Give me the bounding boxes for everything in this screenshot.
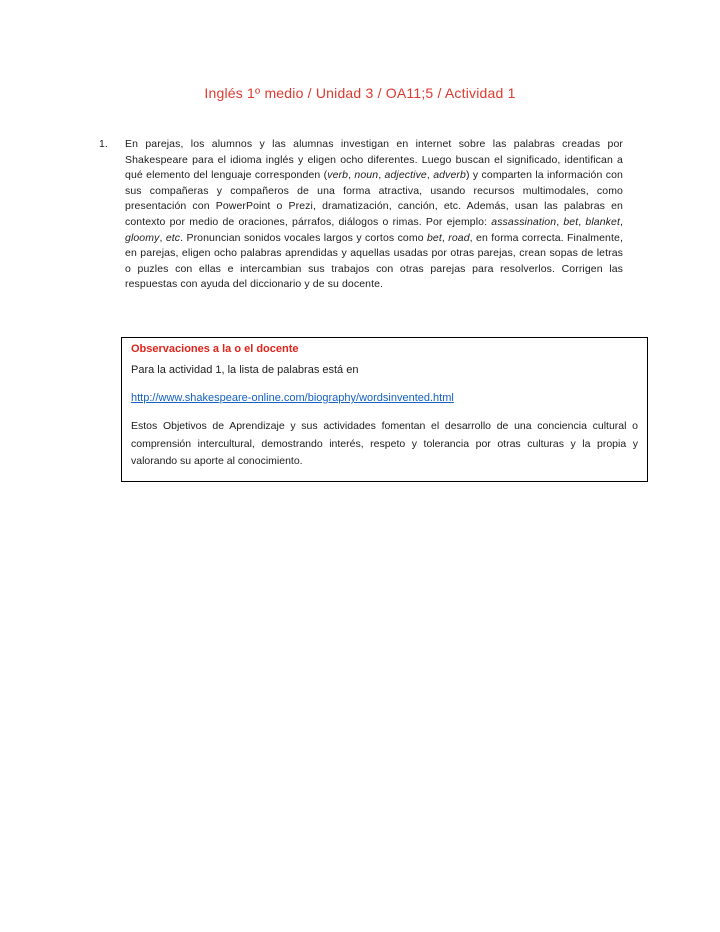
note-box-body: Estos Objetivos de Aprendizaje y sus actividades fomentan el desarrollo de una conciencia cultural o comprensión intercultural, demostrando interés, respeto y tolerancia por otras culturas y la propia y valorando su aporte al conocimiento. — [131, 420, 638, 467]
note-box-intro: Para la actividad 1, la lista de palabras está en — [131, 364, 359, 376]
activity-paragraph: En parejas, los alumnos y las alumnas investigan en internet sobre las palabras creadas por Shakespeare para el idioma inglés y eligen ocho diferentes. Luego buscan el significado, identifican a qué elemento del lenguaje corresponden (verb, noun, adjective, adverb) y comparten la información con sus compañeras y compañeros de una forma atractiva, usando recursos multimodales, como presentación con PowerPoint o Prezi, dramatización, canción, etc. Además, usan las palabras en contexto por medio de oraciones, párrafos, diálogos o rimas. Por ejemplo: assassination, bet, blanket, gloomy, etc. Pronuncian sonidos vocales largos y cortos como bet, road, en forma correcta. Finalmente, en parejas, eligen ocho palabras aprendidas y aquellas usadas por otras parejas, crean sopas de letras o puzles con ellas e intercambian sus trabajos con otras parejas para resolverlos. Corrigen las respuestas con ayuda del diccionario y de su docente. — [125, 138, 623, 291]
teacher-note-box — [121, 337, 648, 482]
shakespeare-words-link[interactable]: http://www.shakespeare-online.com/biography/wordsinvented.html — [131, 392, 454, 404]
note-link-line — [131, 388, 638, 406]
activity-number: 1. — [99, 138, 108, 150]
page-title: Inglés 1º medio / Unidad 3 / OA11;5 / Actividad 1 — [204, 85, 516, 101]
activity-item — [99, 137, 623, 293]
note-box-heading: Observaciones a la o el docente — [131, 343, 299, 355]
